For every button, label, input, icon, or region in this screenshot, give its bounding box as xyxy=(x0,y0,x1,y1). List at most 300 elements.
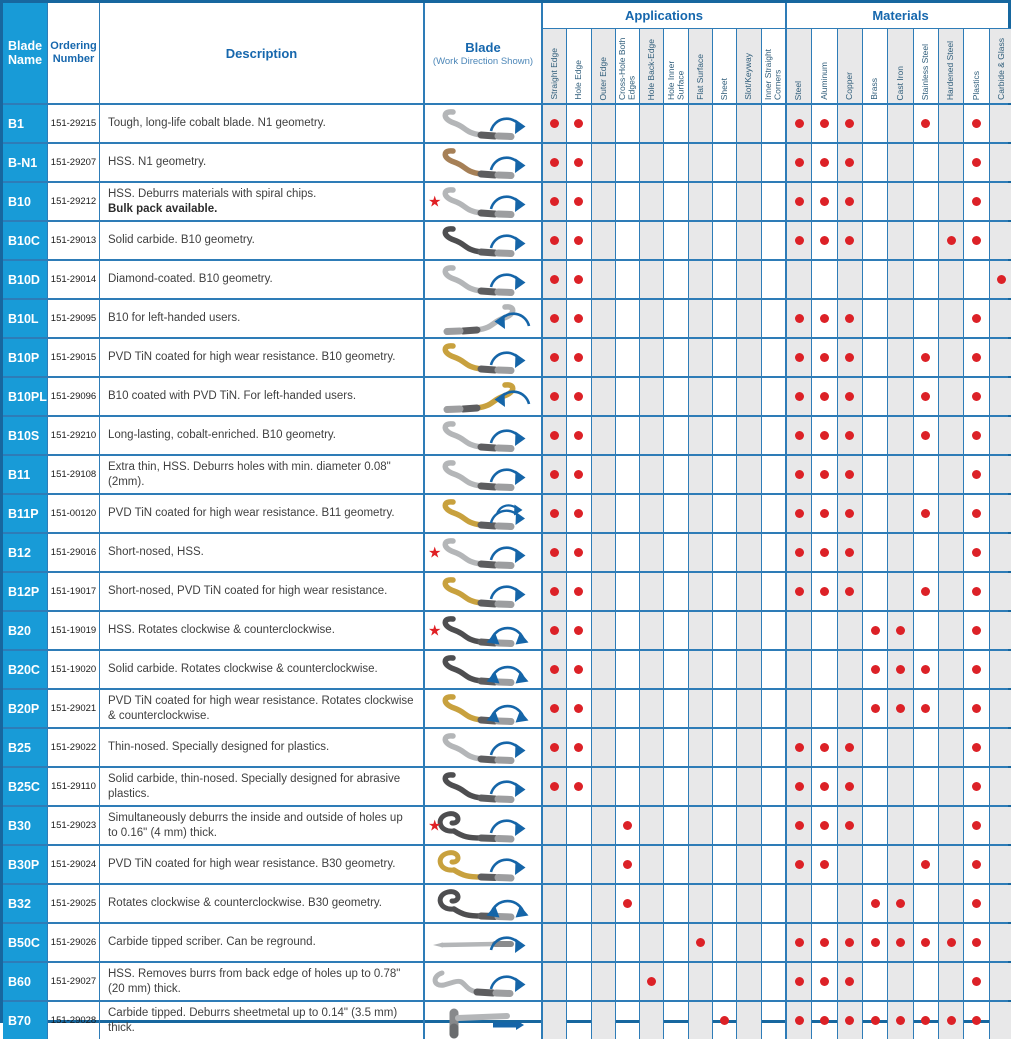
application-cell xyxy=(664,924,688,961)
dot-icon xyxy=(845,158,854,167)
application-cell xyxy=(713,495,737,532)
dot-icon xyxy=(845,197,854,206)
application-cell xyxy=(713,105,737,142)
material-column-header xyxy=(990,29,1011,103)
material-cell xyxy=(838,651,863,688)
application-cells xyxy=(543,417,787,454)
description-text: Solid carbide. B10 geometry. xyxy=(108,234,255,247)
application-cells xyxy=(543,924,787,961)
blade-illustration-cell xyxy=(425,417,543,454)
application-cell xyxy=(713,456,737,493)
application-cell xyxy=(616,885,640,922)
material-cell xyxy=(812,573,837,610)
material-cell xyxy=(888,690,913,727)
blade-image xyxy=(427,378,539,415)
dot-icon xyxy=(871,899,880,908)
dot-icon xyxy=(795,782,804,791)
material-cell xyxy=(939,183,964,220)
dot-icon xyxy=(972,548,981,557)
blade-image xyxy=(427,222,539,259)
application-cell xyxy=(592,456,616,493)
blade-illustration-cell xyxy=(425,183,543,220)
application-cell xyxy=(689,807,713,844)
description-text: Long-lasting, cobalt-enriched. B10 geometry. xyxy=(108,429,337,442)
application-cells xyxy=(543,183,787,220)
dot-icon xyxy=(921,509,930,518)
application-column-label: Cross-Hole Both Edges xyxy=(617,37,637,100)
application-column-header xyxy=(640,29,664,103)
application-cell xyxy=(616,378,640,415)
application-cell xyxy=(664,768,688,805)
dot-icon xyxy=(550,314,559,323)
ordering-number-cell: 151-29096 xyxy=(48,378,100,415)
blade-name-header-line1: Blade xyxy=(8,38,43,53)
description-cell xyxy=(100,1002,425,1039)
application-cell xyxy=(762,144,785,181)
dot-icon xyxy=(820,119,829,128)
material-cell xyxy=(964,339,989,376)
material-cell xyxy=(863,417,888,454)
description-text: Carbide tipped scriber. Can be reground. xyxy=(108,936,316,949)
dot-icon xyxy=(845,548,854,557)
description-header: Description xyxy=(100,3,425,103)
material-cells xyxy=(787,417,1011,454)
table-row xyxy=(3,105,1008,144)
blade-name-cell: B1 xyxy=(3,105,48,142)
application-cell xyxy=(616,807,640,844)
application-column-label: Flat Surface xyxy=(694,54,705,100)
dot-icon xyxy=(845,392,854,401)
application-cell xyxy=(543,495,567,532)
blade-name-cell: B10S xyxy=(3,417,48,454)
blade-illustration-cell xyxy=(425,534,543,571)
blade-illustration-cell xyxy=(425,729,543,766)
dot-icon xyxy=(896,704,905,713)
application-cell xyxy=(762,963,785,1000)
table-row xyxy=(3,339,1008,378)
application-cell xyxy=(567,534,591,571)
dot-icon xyxy=(574,782,583,791)
material-cell xyxy=(990,183,1011,220)
table-row xyxy=(3,144,1008,183)
table-row xyxy=(3,183,1008,222)
application-cell xyxy=(689,573,713,610)
description-cell xyxy=(100,963,425,1000)
blade-name-cell: B10PL xyxy=(3,378,48,415)
application-cell xyxy=(713,261,737,298)
application-cells xyxy=(543,222,787,259)
material-cell xyxy=(990,456,1011,493)
application-cell xyxy=(640,963,664,1000)
material-cell xyxy=(990,612,1011,649)
application-cell xyxy=(567,885,591,922)
material-cell xyxy=(838,495,863,532)
application-cell xyxy=(543,300,567,337)
material-column-label: Copper xyxy=(844,72,855,100)
application-cell xyxy=(664,378,688,415)
dot-icon xyxy=(574,158,583,167)
dot-icon xyxy=(845,782,854,791)
application-cell xyxy=(737,1002,761,1039)
application-cell xyxy=(640,105,664,142)
material-cell xyxy=(939,690,964,727)
application-cell xyxy=(543,378,567,415)
material-cell xyxy=(787,105,812,142)
dot-icon xyxy=(795,587,804,596)
dot-icon xyxy=(820,353,829,362)
table-row xyxy=(3,456,1008,495)
dot-icon xyxy=(574,509,583,518)
material-cell xyxy=(990,534,1011,571)
application-cell xyxy=(713,651,737,688)
material-cells xyxy=(787,261,1011,298)
ordering-number-cell: 151-29110 xyxy=(48,768,100,805)
material-cell xyxy=(964,534,989,571)
material-cell xyxy=(838,300,863,337)
material-cell xyxy=(964,456,989,493)
material-cell xyxy=(812,456,837,493)
dot-icon xyxy=(795,119,804,128)
application-cell xyxy=(713,378,737,415)
dot-icon xyxy=(550,197,559,206)
star-icon: ★ xyxy=(428,622,442,639)
application-column-header xyxy=(689,29,713,103)
material-cell xyxy=(838,807,863,844)
application-cell xyxy=(640,456,664,493)
application-cells xyxy=(543,651,787,688)
material-cell xyxy=(990,339,1011,376)
application-cell xyxy=(592,807,616,844)
application-cell xyxy=(616,300,640,337)
application-cell xyxy=(713,573,737,610)
table-row xyxy=(3,963,1008,1002)
material-cell xyxy=(787,144,812,181)
material-column-label: Carbide & Glass xyxy=(996,38,1007,100)
material-column-header xyxy=(812,29,837,103)
application-cell xyxy=(592,846,616,883)
application-cell xyxy=(737,183,761,220)
application-cell xyxy=(640,807,664,844)
blade-name-cell: B12 xyxy=(3,534,48,571)
application-cell xyxy=(762,183,785,220)
application-cell xyxy=(616,651,640,688)
ordering-number-cell: 151-29016 xyxy=(48,534,100,571)
blade-name-cell: B-N1 xyxy=(3,144,48,181)
application-column-label: Hole Inner Surface xyxy=(665,60,686,100)
blade-image xyxy=(427,339,539,376)
application-cells xyxy=(543,1002,787,1039)
blade-illustration-cell xyxy=(425,768,543,805)
material-cell xyxy=(863,807,888,844)
material-cell xyxy=(812,885,837,922)
dot-icon xyxy=(845,743,854,752)
dot-icon xyxy=(845,1016,854,1025)
application-cell xyxy=(737,963,761,1000)
dot-icon xyxy=(623,821,632,830)
material-cell xyxy=(863,768,888,805)
material-column-header xyxy=(964,29,989,103)
dot-icon xyxy=(972,977,981,986)
material-cell xyxy=(939,261,964,298)
application-cell xyxy=(664,456,688,493)
dot-icon xyxy=(550,626,559,635)
dot-icon xyxy=(550,782,559,791)
material-cell xyxy=(838,690,863,727)
table-row xyxy=(3,495,1008,534)
ordering-number-cell: 151-29215 xyxy=(48,105,100,142)
application-cell xyxy=(762,105,785,142)
blade-name-cell: B25 xyxy=(3,729,48,766)
material-cell xyxy=(838,1002,863,1039)
material-cell xyxy=(838,417,863,454)
application-cell xyxy=(713,768,737,805)
application-cell xyxy=(713,534,737,571)
star-icon: ★ xyxy=(428,193,442,210)
material-cell xyxy=(990,222,1011,259)
dot-icon xyxy=(795,1016,804,1025)
ordering-number-cell: 151-29108 xyxy=(48,456,100,493)
application-cell xyxy=(762,846,785,883)
dot-icon xyxy=(820,860,829,869)
dot-icon xyxy=(845,119,854,128)
application-cell xyxy=(737,534,761,571)
material-cells xyxy=(787,612,1011,649)
material-cell xyxy=(914,378,939,415)
application-cell xyxy=(567,846,591,883)
material-cell xyxy=(939,729,964,766)
blade-illustration-cell xyxy=(425,846,543,883)
table-row xyxy=(3,573,1008,612)
dot-icon xyxy=(550,431,559,440)
application-cell xyxy=(713,885,737,922)
application-cells xyxy=(543,534,787,571)
dot-icon xyxy=(574,548,583,557)
material-cell xyxy=(787,651,812,688)
application-cell xyxy=(737,105,761,142)
dot-icon xyxy=(896,899,905,908)
material-cell xyxy=(812,144,837,181)
dot-icon xyxy=(997,275,1006,284)
material-cell xyxy=(888,495,913,532)
description-text: Diamond-coated. B10 geometry. xyxy=(108,273,273,286)
application-cell xyxy=(616,339,640,376)
application-cell xyxy=(713,807,737,844)
description-cell xyxy=(100,534,425,571)
material-cell xyxy=(863,651,888,688)
blade-image xyxy=(427,651,539,688)
blade-illustration-cell xyxy=(425,456,543,493)
application-cell xyxy=(567,183,591,220)
applications-header-group xyxy=(543,3,787,103)
application-cell xyxy=(592,144,616,181)
material-cell xyxy=(812,846,837,883)
material-cell xyxy=(990,651,1011,688)
application-column-label: Outer Edge xyxy=(597,56,608,100)
material-cell xyxy=(914,963,939,1000)
star-icon: ★ xyxy=(428,544,442,561)
material-column-label: Brass xyxy=(869,78,880,100)
blade-name-cell: B10P xyxy=(3,339,48,376)
material-cells xyxy=(787,846,1011,883)
application-cell xyxy=(543,183,567,220)
material-cells xyxy=(787,807,1011,844)
application-cell xyxy=(737,417,761,454)
dot-icon xyxy=(696,938,705,947)
dot-icon xyxy=(972,470,981,479)
dot-icon xyxy=(845,977,854,986)
dot-icon xyxy=(574,392,583,401)
material-cells xyxy=(787,651,1011,688)
application-cell xyxy=(664,963,688,1000)
description-text: Solid carbide. Rotates clockwise & counterclockwise. xyxy=(108,663,378,676)
material-cell xyxy=(787,768,812,805)
application-cell xyxy=(592,222,616,259)
ordering-number-cell: 151-29014 xyxy=(48,261,100,298)
material-column-header xyxy=(787,29,812,103)
dot-icon xyxy=(795,548,804,557)
application-cell xyxy=(592,534,616,571)
dot-icon xyxy=(820,782,829,791)
dot-icon xyxy=(972,938,981,947)
material-cell xyxy=(888,651,913,688)
dot-icon xyxy=(972,119,981,128)
dot-icon xyxy=(972,158,981,167)
material-cells xyxy=(787,534,1011,571)
blade-image xyxy=(427,729,539,766)
material-cell xyxy=(964,807,989,844)
description-text: Rotates clockwise & counterclockwise. B30 geometry. xyxy=(108,897,382,910)
application-cell xyxy=(616,105,640,142)
description-cell xyxy=(100,222,425,259)
material-cell xyxy=(787,807,812,844)
dot-icon xyxy=(845,509,854,518)
application-cell xyxy=(689,534,713,571)
material-cell xyxy=(990,807,1011,844)
application-cell xyxy=(640,261,664,298)
ordering-number-cell: 151-29013 xyxy=(48,222,100,259)
application-cell xyxy=(640,417,664,454)
application-cell xyxy=(567,924,591,961)
dot-icon xyxy=(720,1016,729,1025)
material-cell xyxy=(914,729,939,766)
material-cell xyxy=(863,222,888,259)
material-cell xyxy=(888,261,913,298)
blade-illustration-cell xyxy=(425,144,543,181)
description-text: Short-nosed, PVD TiN coated for high wear resistance. xyxy=(108,585,388,598)
material-cell xyxy=(990,300,1011,337)
application-cell xyxy=(640,378,664,415)
blade-illustration-cell xyxy=(425,378,543,415)
blade-illustration-cell xyxy=(425,690,543,727)
application-cell xyxy=(689,768,713,805)
material-column-label: Cast Iron xyxy=(894,65,905,100)
dot-icon xyxy=(574,353,583,362)
application-cell xyxy=(592,885,616,922)
dot-icon xyxy=(845,236,854,245)
material-cell xyxy=(812,690,837,727)
table-row xyxy=(3,534,1008,573)
application-cell xyxy=(616,612,640,649)
material-cell xyxy=(939,339,964,376)
description-cell xyxy=(100,417,425,454)
blade-illustration-cell xyxy=(425,1002,543,1039)
dot-icon xyxy=(550,158,559,167)
material-cell xyxy=(888,144,913,181)
material-cell xyxy=(914,183,939,220)
material-cell xyxy=(888,768,913,805)
dot-icon xyxy=(820,977,829,986)
blade-illustration-cell xyxy=(425,651,543,688)
blade-illustration-cell xyxy=(425,612,543,649)
ordering-number-cell: 151-29024 xyxy=(48,846,100,883)
blade-image xyxy=(427,261,539,298)
dot-icon xyxy=(574,665,583,674)
material-cell xyxy=(812,729,837,766)
dot-icon xyxy=(550,548,559,557)
description-cell xyxy=(100,339,425,376)
application-cell xyxy=(616,963,640,1000)
application-cell xyxy=(762,651,785,688)
material-cell xyxy=(888,456,913,493)
application-cell xyxy=(737,885,761,922)
material-cell xyxy=(838,729,863,766)
material-cell xyxy=(939,651,964,688)
blade-name-header-line2: Name xyxy=(8,53,43,67)
application-cell xyxy=(592,417,616,454)
blade-name-cell: B10D xyxy=(3,261,48,298)
blade-illustration-cell xyxy=(425,339,543,376)
application-cell xyxy=(713,183,737,220)
table-row xyxy=(3,651,1008,690)
application-cell xyxy=(664,222,688,259)
application-cell xyxy=(616,690,640,727)
application-cell xyxy=(543,846,567,883)
application-cell xyxy=(543,963,567,1000)
blade-name-cell: B25C xyxy=(3,768,48,805)
material-cell xyxy=(990,729,1011,766)
material-column-label: Plastics xyxy=(970,70,981,100)
dot-icon xyxy=(623,860,632,869)
material-cell xyxy=(812,651,837,688)
table-row xyxy=(3,261,1008,300)
dot-icon xyxy=(623,899,632,908)
material-cell xyxy=(914,846,939,883)
blade-name-cell: B32 xyxy=(3,885,48,922)
material-cell xyxy=(812,417,837,454)
application-cell xyxy=(713,339,737,376)
blade-image xyxy=(427,1002,539,1039)
application-cell xyxy=(616,534,640,571)
description-cell xyxy=(100,807,425,844)
application-cell xyxy=(640,183,664,220)
description-cell xyxy=(100,456,425,493)
blade-image xyxy=(427,612,539,649)
dot-icon xyxy=(845,353,854,362)
description-text: Short-nosed, HSS. xyxy=(108,546,204,559)
blade-image xyxy=(427,846,539,883)
ordering-number-cell: 151-29021 xyxy=(48,690,100,727)
dot-icon xyxy=(845,821,854,830)
material-cell xyxy=(787,573,812,610)
dot-icon xyxy=(550,587,559,596)
application-cell xyxy=(689,846,713,883)
material-cell xyxy=(888,300,913,337)
application-cell xyxy=(689,729,713,766)
description-text: HSS. Removes burrs from back edge of holes up to 0.78" (20 mm) thick. xyxy=(108,967,401,995)
material-cells xyxy=(787,183,1011,220)
material-cell xyxy=(838,573,863,610)
blade-illustration-cell xyxy=(425,261,543,298)
